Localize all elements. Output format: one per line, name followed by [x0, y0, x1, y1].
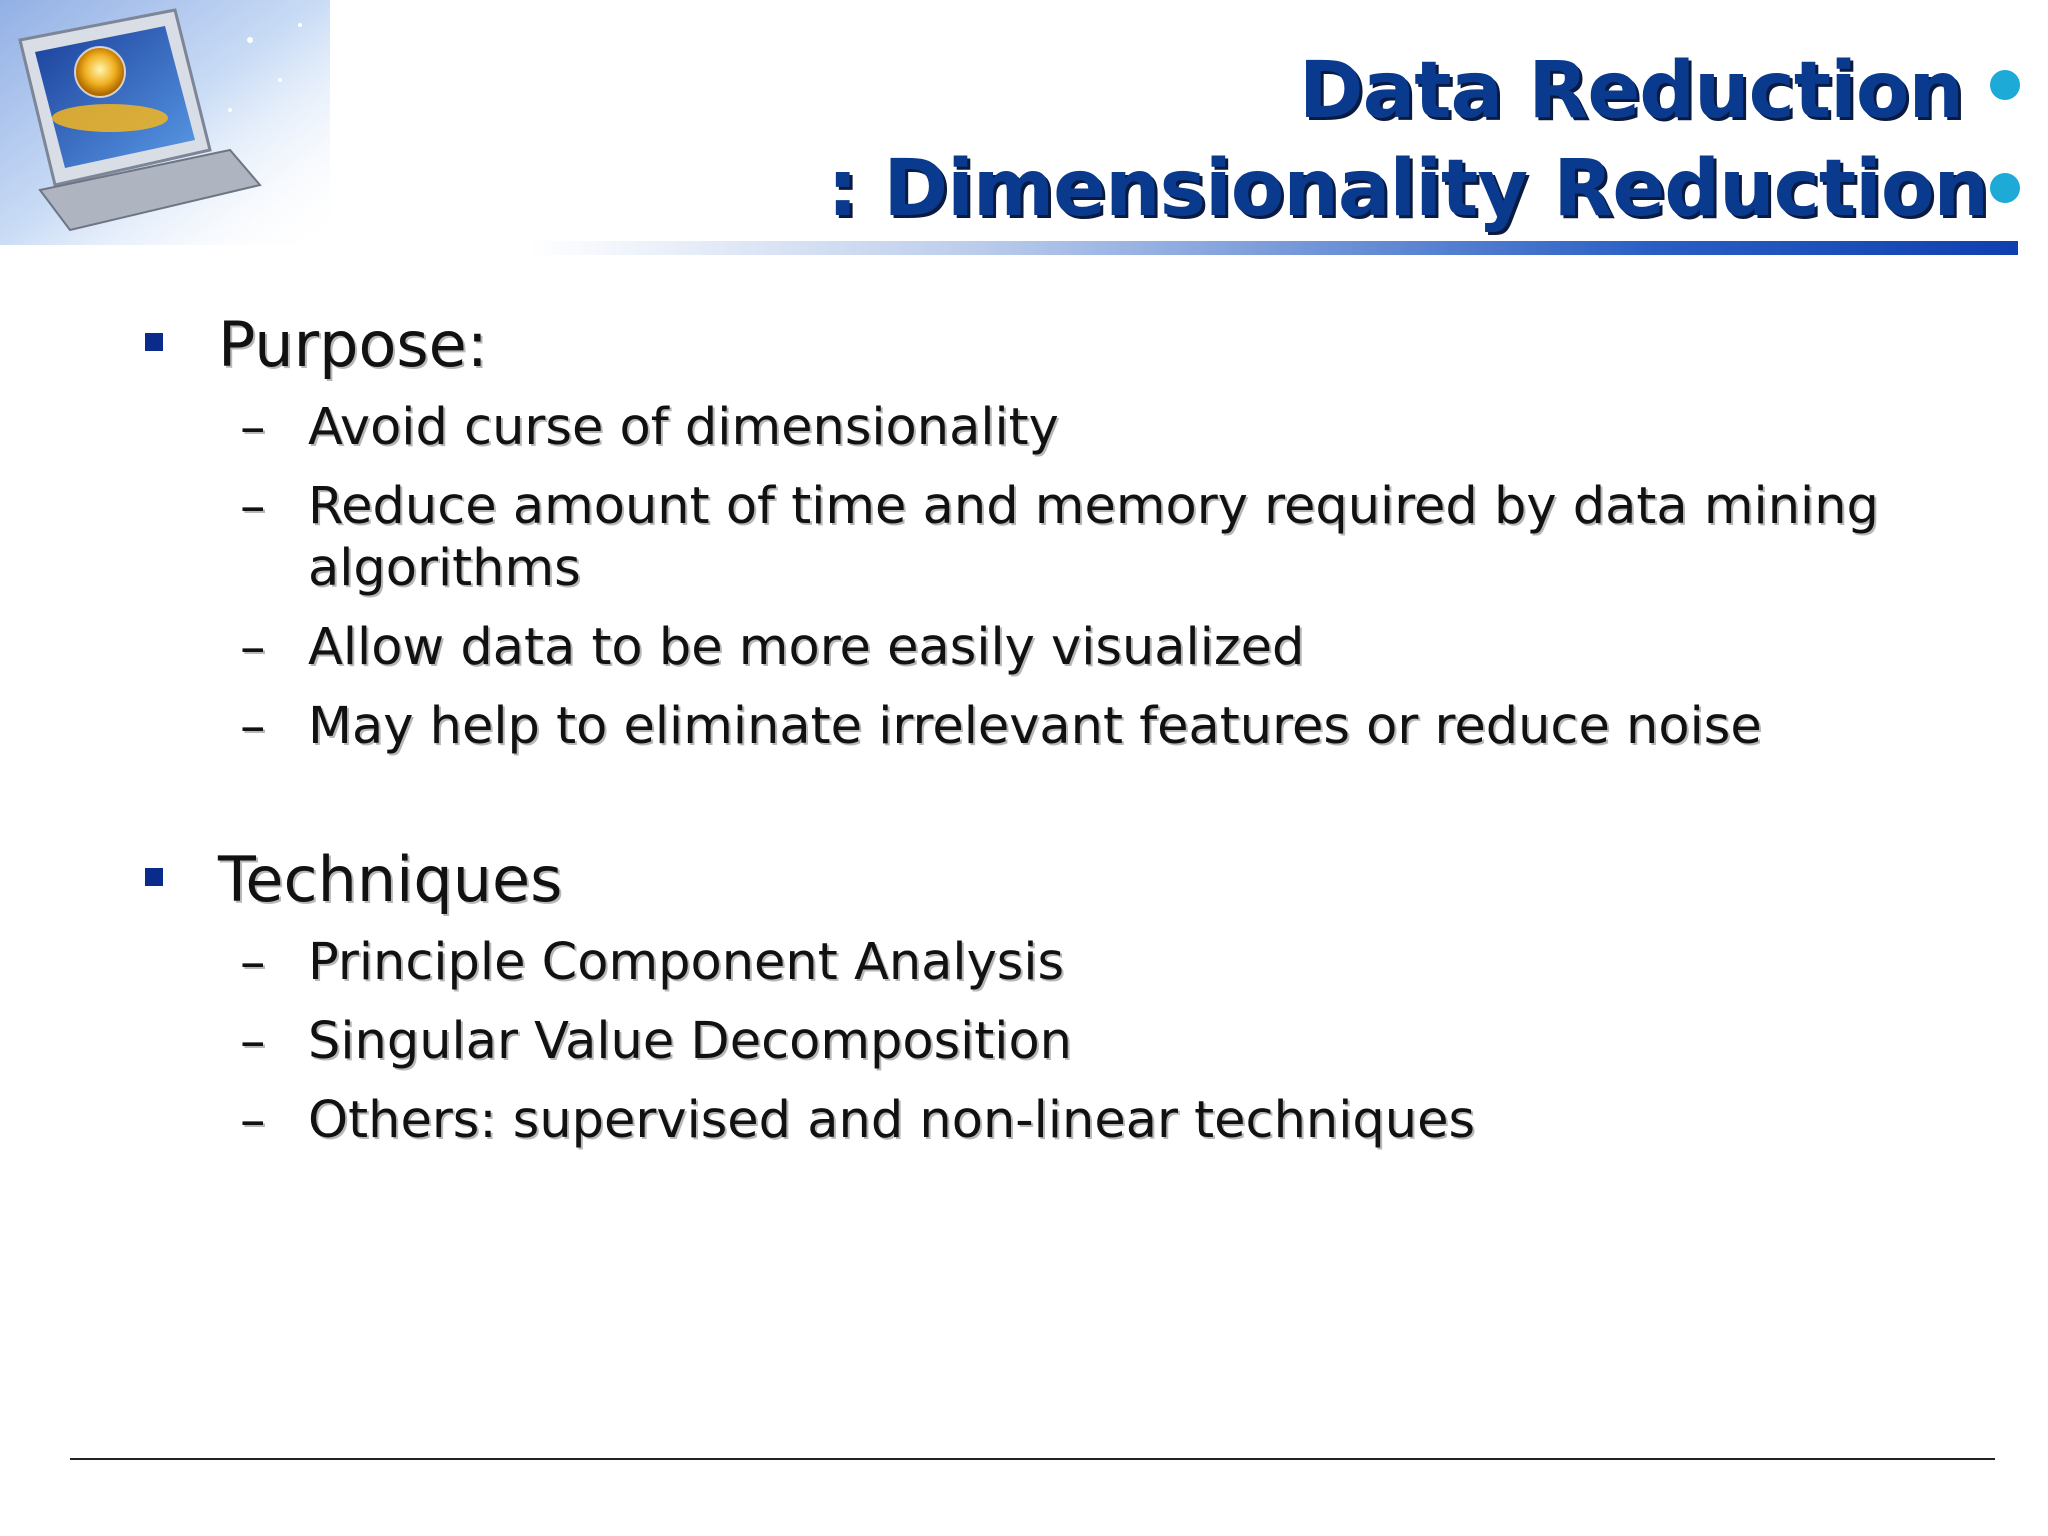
dash-bullet-icon: – — [240, 618, 266, 677]
sub-bullet-text: Allow data to be more easily visualized — [308, 618, 1305, 677]
computer-globe-icon — [0, 0, 330, 245]
sub-bullet-item — [140, 932, 2008, 994]
dash-bullet-icon: – — [240, 398, 266, 457]
sub-bullet-item — [140, 476, 2008, 600]
dash-bullet-icon: – — [240, 933, 266, 992]
sub-bullet-text: Singular Value Decomposition — [308, 1012, 1073, 1071]
sub-bullet-list — [140, 397, 1940, 758]
sub-bullet-text: Others: supervised and non-linear techniques — [308, 1091, 1476, 1150]
slide-body — [140, 305, 1940, 1234]
square-bullet-icon — [145, 333, 163, 351]
dash-bullet-icon: – — [240, 1012, 266, 1071]
sub-bullet-list — [140, 932, 1940, 1152]
title-underline — [530, 241, 2018, 255]
sub-bullet-text: May help to eliminate irrelevant features or reduce noise — [308, 697, 1762, 756]
bullet-heading-text: Purpose: — [218, 308, 488, 381]
section-purpose — [140, 305, 1940, 758]
slide-title — [827, 42, 1988, 238]
section-techniques — [140, 840, 1940, 1152]
footer-divider — [70, 1458, 1995, 1460]
bullet-heading — [140, 305, 1940, 387]
dash-bullet-icon: – — [240, 697, 266, 756]
sub-bullet-item — [140, 1011, 2008, 1073]
slide-logo — [0, 0, 330, 245]
sub-bullet-item — [140, 696, 2008, 758]
dash-bullet-icon: – — [240, 477, 266, 536]
title-line-2: : Dimensionality Reduction — [827, 144, 1988, 234]
title-line-1: Data Reduction — [1298, 46, 1963, 136]
title-bullet-dot — [1990, 70, 2020, 100]
bullet-heading-text: Techniques — [218, 843, 563, 916]
sub-bullet-item — [140, 397, 2008, 459]
bullet-heading — [140, 840, 1940, 922]
dash-bullet-icon: – — [240, 1091, 266, 1150]
title-bullet-dot — [1990, 173, 2020, 203]
sub-bullet-item — [140, 617, 2008, 679]
sub-bullet-text: Reduce amount of time and memory required by data mining algorithms — [308, 477, 1879, 598]
sub-bullet-text: Principle Component Analysis — [308, 933, 1065, 992]
square-bullet-icon — [145, 868, 163, 886]
sub-bullet-item — [140, 1090, 2008, 1152]
sub-bullet-text: Avoid curse of dimensionality — [308, 398, 1059, 457]
